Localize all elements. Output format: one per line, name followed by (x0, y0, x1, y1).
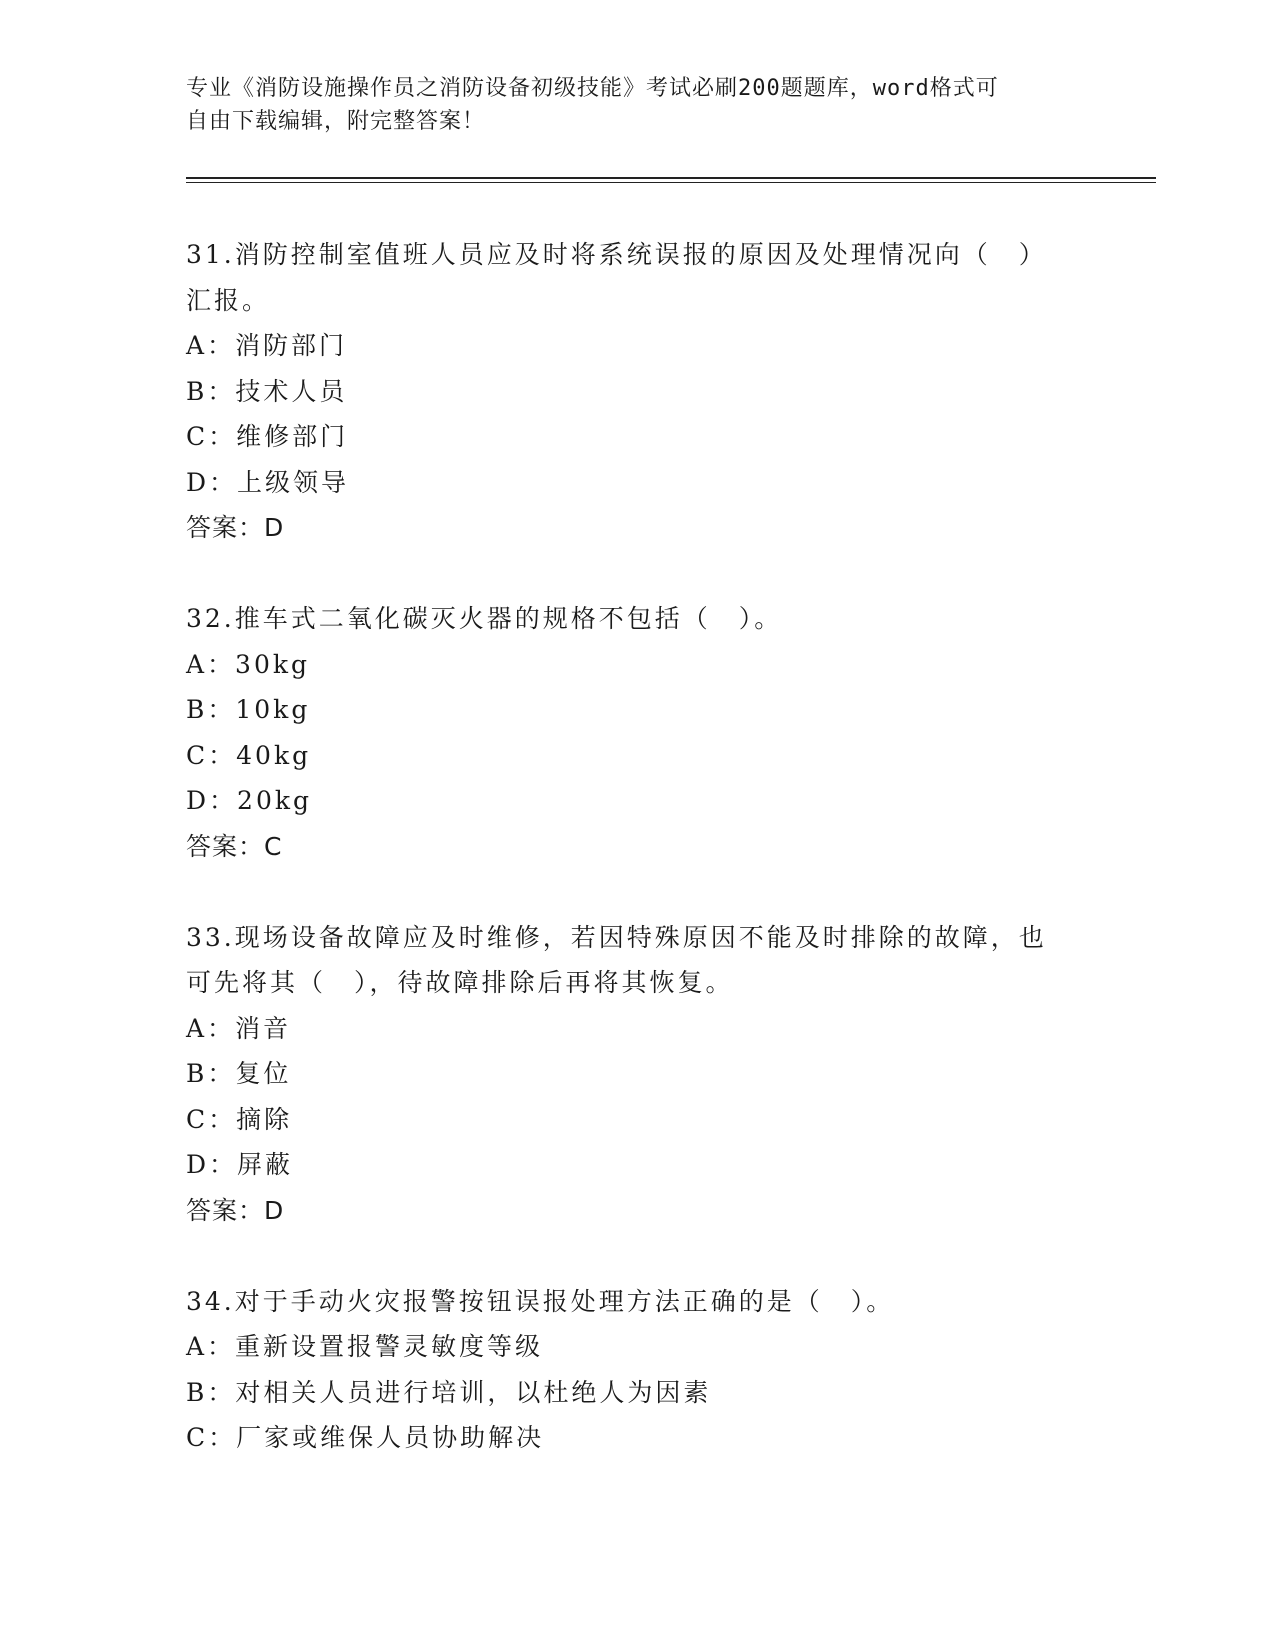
header-line-1: 专业《消防设施操作员之消防设备初级技能》考试必刷200题题库，word格式可 (186, 76, 999, 101)
question-text: 可先将其（ ），待故障排除后再将其恢复。 (186, 968, 734, 997)
header-line-2: 自由下载编辑，附完整答案！ (186, 109, 486, 134)
question-text: 33.现场设备故障应及时维修，若因特殊原因不能及时排除的故障，也 (186, 922, 1047, 952)
option-b: B：对相关人员进行培训，以杜绝人为因素 (186, 1377, 712, 1407)
question-text: 32.推车式二氧化碳灭火器的规格不包括（ ）。 (186, 604, 783, 633)
option-a: A：30kg (186, 649, 311, 679)
answer: 答案：D (186, 513, 285, 542)
question-31 (186, 232, 1086, 551)
option-a: A：重新设置报警灵敏度等级 (186, 1332, 544, 1361)
option-b: B：复位 (186, 1059, 292, 1088)
option-a: A：消防部门 (186, 331, 348, 360)
option-d: D：上级领导 (186, 467, 350, 497)
option-d: D：20kg (186, 786, 313, 815)
question-text: 31.消防控制室值班人员应及时将系统误报的原因及处理情况向（ ） (186, 240, 1047, 269)
option-c: C：厂家或维保人员协助解决 (186, 1423, 545, 1452)
document-header (186, 72, 1086, 138)
option-b: B：技术人员 (186, 376, 348, 406)
question-32 (186, 596, 1086, 869)
option-c: C：维修部门 (186, 422, 349, 451)
option-a: A：消音 (186, 1013, 292, 1043)
question-list (186, 232, 1086, 1506)
answer: 答案：D (186, 1195, 285, 1225)
question-text: 34.对于手动火灾报警按钮误报处理方法正确的是（ ）。 (186, 1286, 895, 1316)
answer: 答案：C (186, 831, 283, 861)
question-34 (186, 1279, 1086, 1461)
header-divider-thick (186, 177, 1156, 179)
header-divider-thin (186, 182, 1156, 183)
question-33 (186, 915, 1086, 1234)
option-b: B：10kg (186, 695, 311, 724)
option-c: C：摘除 (186, 1104, 293, 1134)
option-d: D：屏蔽 (186, 1150, 294, 1179)
option-c: C：40kg (186, 740, 312, 770)
question-text: 汇报。 (186, 285, 271, 315)
